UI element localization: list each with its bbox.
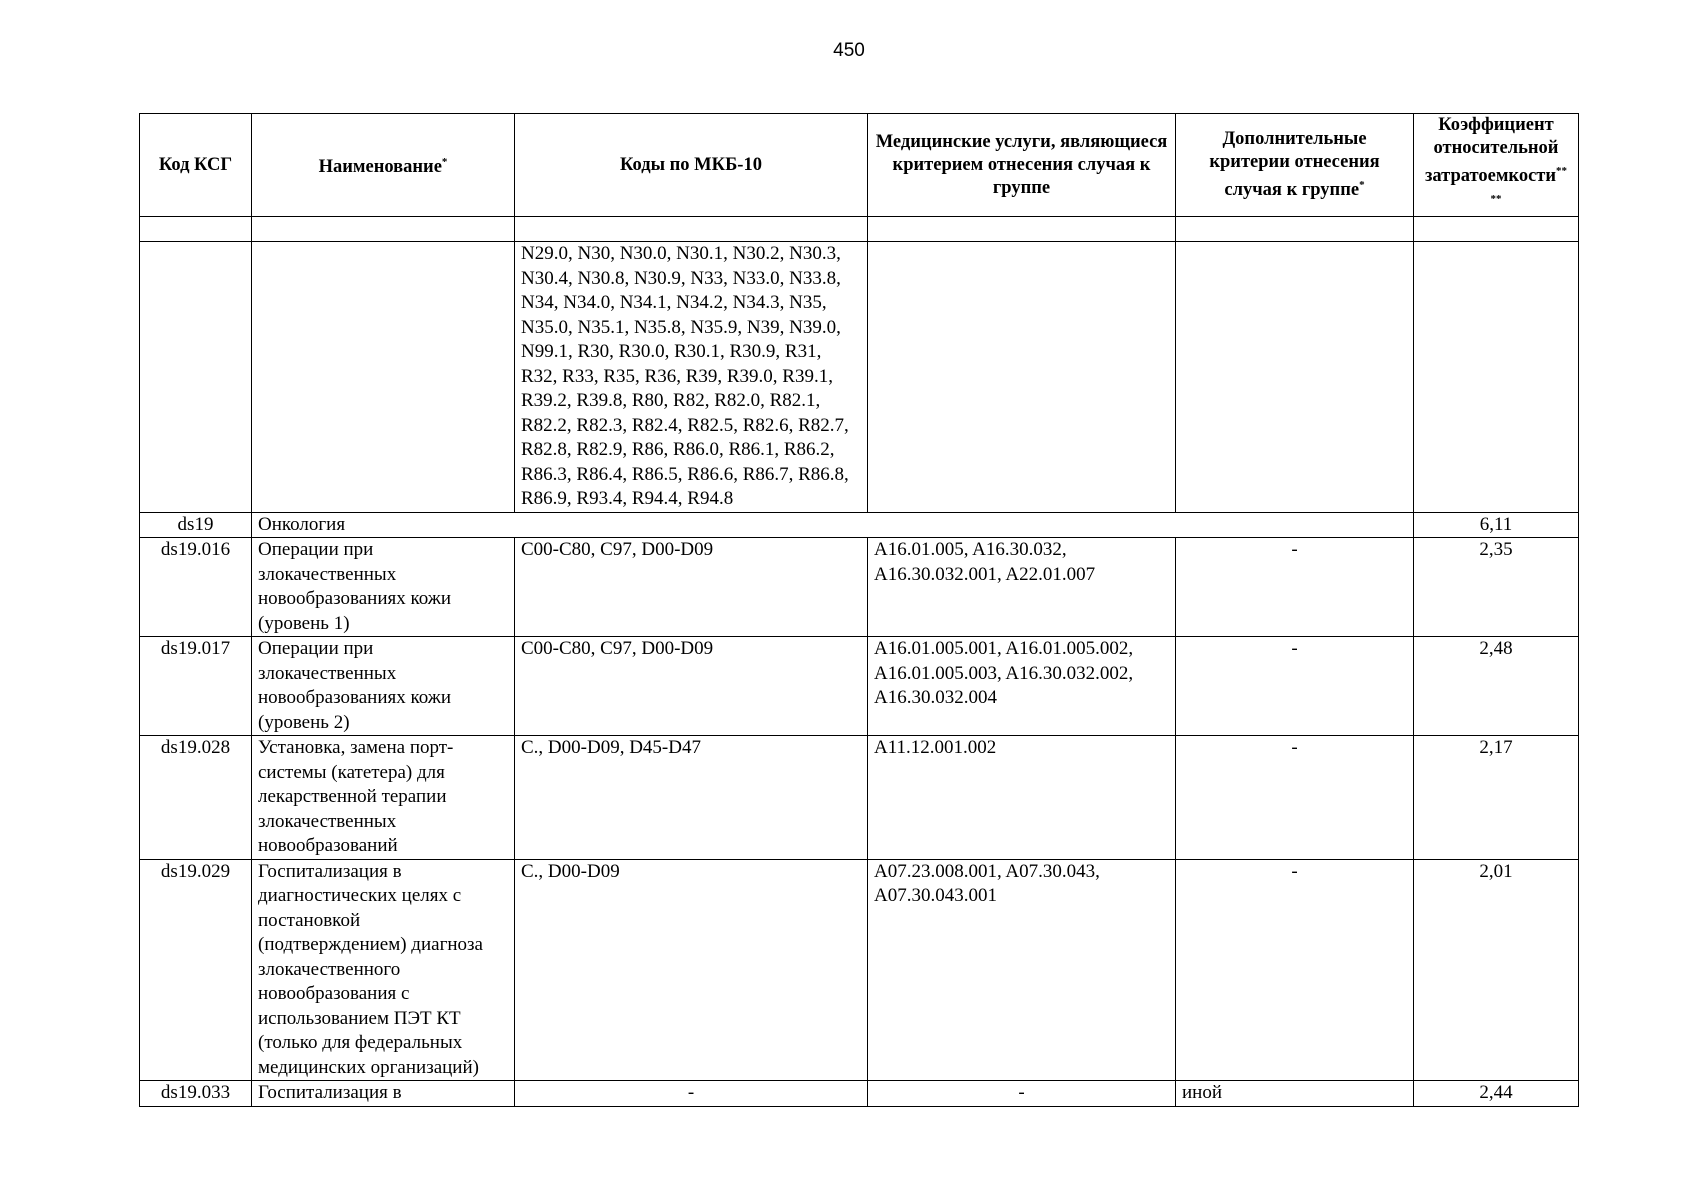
cell-services: A07.23.008.001, A07.30.043, A07.30.043.001 [868, 859, 1176, 1081]
cell-mkb: N29.0, N30, N30.0, N30.1, N30.2, N30.3, N30.4, N30.8, N30.9, N33, N33.0, N33.8, N34, N34.0, N34.1, N34.2, N34.3, N35, N35.0, N35.1, N35.8, N35.9, N39, N39.0, N99.1, R30, R30.0, R30.1, R30.9, R31, R32, R33, R35, R36, R39, R39.0, R39.1, R39.2, R39.8, R80, R82, R82.0, R82.1, R82.2, R82.3, R82.4, R82.5, R82.6, R82.7, R82.8, R82.9, R86, R86.0, R86.1, R86.2, R86.3, R86.4, R86.5, R86.6, R86.7, R86.8, R86.9, R93.4, R94.4, R94.8 [515, 242, 868, 513]
cell-coef: 2,35 [1414, 538, 1579, 637]
table-row [140, 242, 1579, 513]
cell-services: - [868, 1081, 1176, 1107]
cell-coef: 2,17 [1414, 736, 1579, 860]
cell-extra: - [1176, 538, 1414, 637]
header-mkb: Коды по МКБ-10 [515, 114, 868, 217]
cell-code: ds19.033 [140, 1081, 252, 1107]
table-row [140, 512, 1579, 538]
cell-name: Операции при злокачественных новообразованиях кожи (уровень 2) [252, 637, 515, 736]
footnote-mark: * [1359, 179, 1365, 192]
cell-name: Госпитализация в [252, 1081, 515, 1107]
cell-name: Онкология [252, 512, 1414, 538]
table-header-row [140, 114, 1579, 217]
footnote-mark: ** [1556, 165, 1568, 177]
cell-mkb: C., D00-D09, D45-D47 [515, 736, 868, 860]
cell-name: Установка, замена порт-системы (катетера) для лекарственной терапии злокачественных новообразований [252, 736, 515, 860]
cell-services: A16.01.005, A16.30.032, A16.30.032.001, A22.01.007 [868, 538, 1176, 637]
cell-mkb: C., D00-D09 [515, 859, 868, 1081]
cell-coef: 2,44 [1414, 1081, 1579, 1107]
cell-extra [1176, 242, 1414, 513]
cell-extra: иной [1176, 1081, 1414, 1107]
cell-mkb: C00-C80, C97, D00-D09 [515, 538, 868, 637]
table-row [140, 736, 1579, 860]
page-number: 450 [833, 40, 865, 61]
ksg-table [139, 113, 1579, 1107]
table-row [140, 859, 1579, 1081]
cell-code: ds19.017 [140, 637, 252, 736]
cell-extra: - [1176, 859, 1414, 1081]
cell-coef: 2,01 [1414, 859, 1579, 1081]
cell-name [252, 242, 515, 513]
header-extra: Дополнительные критерии отнесения случая к группе* [1176, 114, 1414, 217]
cell-coef: 2,48 [1414, 637, 1579, 736]
cell-code: ds19.028 [140, 736, 252, 860]
cell-coef: 6,11 [1414, 512, 1579, 538]
table-row [140, 538, 1579, 637]
table-row [140, 1081, 1579, 1107]
cell-services: A11.12.001.002 [868, 736, 1176, 860]
header-code: Код КСГ [140, 114, 252, 217]
table-spacer-row [140, 217, 1579, 242]
cell-coef [1414, 242, 1579, 513]
cell-code: ds19 [140, 512, 252, 538]
footnote-mark: ** [1490, 193, 1502, 206]
table-row [140, 637, 1579, 736]
header-name: Наименование* [252, 114, 515, 217]
cell-code [140, 242, 252, 513]
cell-name: Операции при злокачественных новообразованиях кожи (уровень 1) [252, 538, 515, 637]
cell-code: ds19.016 [140, 538, 252, 637]
cell-services [868, 242, 1176, 513]
header-services: Медицинские услуги, являющиеся критерием отнесения случая к группе [868, 114, 1176, 217]
footnote-mark: * [441, 156, 448, 169]
cell-mkb: - [515, 1081, 868, 1107]
cell-mkb: C00-C80, C97, D00-D09 [515, 637, 868, 736]
cell-extra: - [1176, 736, 1414, 860]
cell-extra: - [1176, 637, 1414, 736]
cell-services: A16.01.005.001, A16.01.005.002, A16.01.005.003, A16.30.032.002, A16.30.032.004 [868, 637, 1176, 736]
cell-name: Госпитализация в диагностических целях с постановкой (подтверждением) диагноза злокачественного новообразования с использованием ПЭТ КТ (только для федеральных медицинских организаций) [252, 859, 515, 1081]
header-coef: Коэффициент относительной затратоемкости** ** [1414, 114, 1579, 217]
cell-code: ds19.029 [140, 859, 252, 1081]
